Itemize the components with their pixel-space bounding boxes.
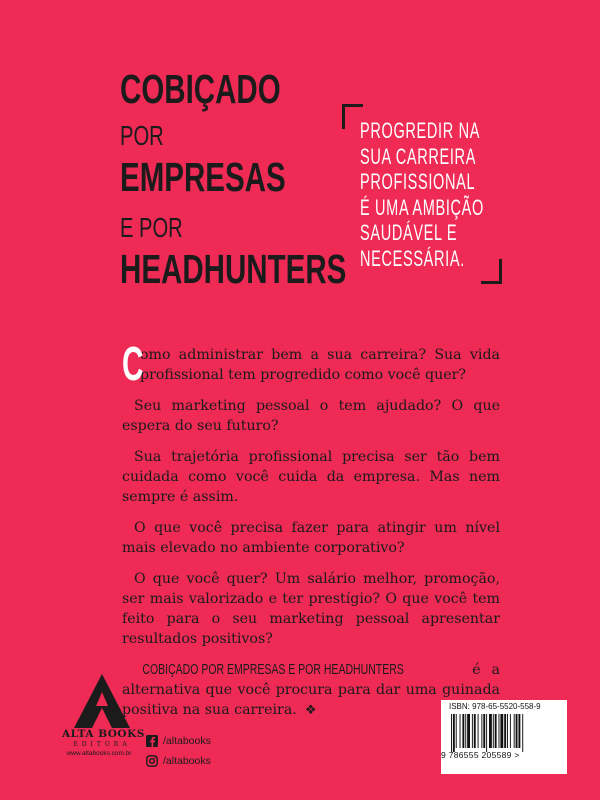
quote-line: PROGREDIR NA xyxy=(360,118,481,143)
quote-line: SUA CARREIRA xyxy=(360,143,477,169)
paragraph: O que você precisa fazer para atingir um nível mais elevado no ambiente corporativo? xyxy=(122,520,500,556)
paragraph xyxy=(122,338,500,391)
quote-line: PROFISSIONAL xyxy=(360,169,476,194)
paragraph-text: omo administrar bem a sua carreira? Sua vida profissional tem progredido como você quer? xyxy=(140,347,500,383)
inline-book-title: COBIÇADO POR EMPRESAS E POR HEADHUNTERS xyxy=(142,661,404,678)
paragraph: O que você quer? Um salário melhor, promoção, ser mais valorizado e ter prestígio? O que você tem feito para o seu marketing pessoal apresentar resultados positivos? xyxy=(122,571,500,647)
publisher-subtitle: EDITORA xyxy=(73,741,131,748)
publisher-url: www.altabooks.com.br xyxy=(66,750,132,757)
publisher-name: ALTA BOOKS xyxy=(62,728,145,740)
social-links xyxy=(146,732,211,770)
paragraph: Seu marketing pessoal o tem ajudado? O que espera do seu futuro? xyxy=(122,398,500,434)
instagram-link xyxy=(146,752,211,770)
instagram-handle: /altabooks xyxy=(163,755,211,767)
drop-cap: C xyxy=(122,338,144,391)
barcode-bars xyxy=(449,714,559,752)
instagram-icon xyxy=(146,755,158,767)
paragraph: Sua trajetória profissional precisa ser tão bem cuidada como você cuida da empresa. Mas nem sempre é assim. xyxy=(122,449,500,505)
title-line-2: POR xyxy=(120,120,164,151)
quote-bracket-bottom-right xyxy=(481,259,502,284)
facebook-icon xyxy=(146,735,158,747)
paragraph-text: é a alternativa que você procura para dar uma guinada positiva na sua carreira. xyxy=(122,662,500,718)
publisher-logo-icon xyxy=(72,672,132,730)
title-line-5: HEADHUNTERS xyxy=(120,246,347,292)
end-mark-icon: ❖ xyxy=(304,703,317,718)
facebook-handle: /altabooks xyxy=(163,735,211,747)
blurb-text xyxy=(122,338,500,732)
pull-quote xyxy=(342,104,502,284)
barcode xyxy=(441,700,567,774)
barcode-digits: 9 786555 205589 > xyxy=(441,750,520,760)
quote-text xyxy=(360,118,484,271)
publisher-block xyxy=(62,672,145,757)
title-line-3: EMPRESAS xyxy=(120,154,286,200)
quote-line: É UMA AMBIÇÃO xyxy=(360,194,484,220)
quote-line: NECESSÁRIA. xyxy=(360,245,465,271)
title-line-1: COBIÇADO xyxy=(120,66,281,112)
isbn-label: ISBN: 978-65-5520-558-9 xyxy=(449,702,541,711)
facebook-link xyxy=(146,732,211,750)
title-line-4: E POR xyxy=(120,212,183,243)
quote-line: SAUDÁVEL E xyxy=(360,220,458,245)
